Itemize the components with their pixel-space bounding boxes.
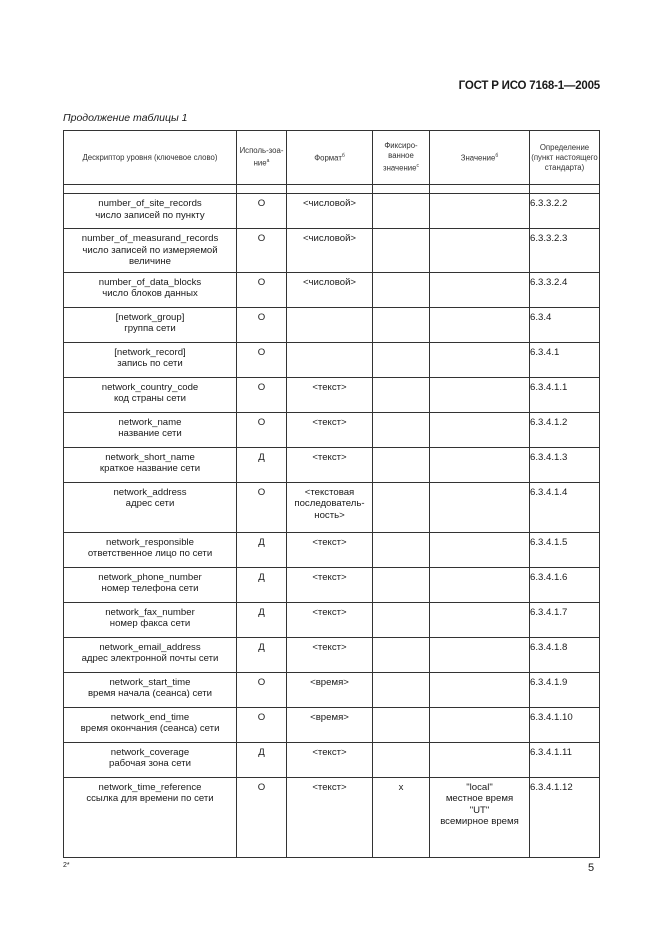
fixed-value-cell (373, 742, 430, 777)
value-line: всемирное время (440, 816, 519, 827)
usage-cell: Д (237, 532, 287, 567)
descriptor-cell (64, 412, 237, 447)
descriptor-keyword: network_email_address (99, 641, 201, 653)
format-cell: <время> (287, 672, 373, 707)
descriptor-cell (64, 194, 237, 229)
descriptor-cell (64, 637, 237, 672)
col-header-definition: Определение (пункт настоящего стандарта) (530, 131, 600, 185)
descriptor-translation: рабочая зона сети (109, 758, 191, 769)
fixed-value-cell (373, 602, 430, 637)
usage-cell: Д (237, 637, 287, 672)
value-cell (430, 272, 530, 307)
value-cell (430, 707, 530, 742)
value-cell (430, 342, 530, 377)
descriptor-keyword: network_start_time (109, 676, 191, 688)
table-row (64, 307, 600, 342)
usage-cell: О (237, 229, 287, 273)
format-cell: <текст> (287, 377, 373, 412)
descriptor-translation: краткое название сети (99, 463, 201, 474)
descriptor-translation: адрес электронной почты сети (81, 653, 219, 664)
definition-cell: 6.3.3.2.2 (530, 194, 600, 229)
table-row (64, 377, 600, 412)
footnote-mark: 2* (63, 862, 70, 869)
format-cell: <текст> (287, 447, 373, 482)
descriptor-cell (64, 742, 237, 777)
descriptor-cell (64, 272, 237, 307)
usage-cell: О (237, 194, 287, 229)
descriptor-translation: число записей по измеряемой величине (82, 244, 218, 267)
format-cell: <текст> (287, 532, 373, 567)
table-row (64, 194, 600, 229)
table-row (64, 567, 600, 602)
usage-cell: Д (237, 447, 287, 482)
value-cell (430, 532, 530, 567)
descriptor-keyword: network_short_name (105, 451, 195, 463)
value-cell (430, 482, 530, 532)
usage-cell: Д (237, 742, 287, 777)
table-row (64, 482, 600, 532)
format-cell: <текст> (287, 567, 373, 602)
descriptor-keyword: [network_group] (115, 311, 185, 323)
format-cell: <числовой> (287, 194, 373, 229)
value-cell (430, 412, 530, 447)
value-line: местное время (445, 793, 514, 804)
value-cell (430, 307, 530, 342)
fixed-value-cell (373, 342, 430, 377)
descriptor-keyword: network_responsible (106, 536, 194, 548)
usage-cell: Д (237, 567, 287, 602)
descriptor-keyword: network_fax_number (105, 606, 195, 618)
descriptor-cell (64, 482, 237, 532)
value-line: "UT" (469, 804, 490, 816)
format-cell: <числовой> (287, 229, 373, 273)
descriptor-translation: время начала (сеанса) сети (87, 688, 213, 699)
usage-cell: О (237, 377, 287, 412)
definition-cell: 6.3.4.1.4 (530, 482, 600, 532)
descriptor-cell (64, 602, 237, 637)
value-cell (430, 637, 530, 672)
format-cell: <текст> (287, 742, 373, 777)
fixed-value-cell (373, 707, 430, 742)
format-cell: <время> (287, 707, 373, 742)
table-body (64, 194, 600, 858)
fixed-value-cell: x (373, 777, 430, 857)
definition-cell: 6.3.4.1.3 (530, 447, 600, 482)
value-cell (430, 602, 530, 637)
usage-cell: О (237, 707, 287, 742)
table-row (64, 602, 600, 637)
descriptor-cell (64, 707, 237, 742)
descriptor-cell (64, 672, 237, 707)
descriptor-keyword: network_country_code (101, 381, 199, 393)
fixed-value-cell (373, 672, 430, 707)
fixed-value-cell (373, 637, 430, 672)
usage-cell: О (237, 777, 287, 857)
definition-cell: 6.3.4.1.1 (530, 377, 600, 412)
col-header-fixed: Фиксиро-ванное значение$^с$ (373, 131, 430, 185)
definition-cell: 6.3.4.1.8 (530, 637, 600, 672)
descriptor-translation: ссылка для времени по сети (86, 793, 214, 804)
format-cell: <текст> (287, 602, 373, 637)
descriptor-cell (64, 532, 237, 567)
usage-cell: О (237, 342, 287, 377)
descriptor-keyword: network_address (113, 486, 187, 498)
fixed-value-cell (373, 229, 430, 273)
descriptor-keyword: network_end_time (110, 711, 190, 723)
fixed-value-cell (373, 532, 430, 567)
table-row (64, 672, 600, 707)
descriptor-keyword: network_time_reference (98, 781, 202, 793)
table-caption: Продолжение таблицы 1 (63, 112, 188, 124)
col-header-value: Значение$^б$ (430, 131, 530, 185)
usage-cell: О (237, 412, 287, 447)
value-cell (430, 377, 530, 412)
definition-cell: 6.3.4.1.6 (530, 567, 600, 602)
fixed-value-cell (373, 377, 430, 412)
descriptor-translation: адрес сети (125, 498, 175, 509)
value-cell (430, 742, 530, 777)
table-row (64, 637, 600, 672)
table-row (64, 742, 600, 777)
definition-cell: 6.3.4.1.10 (530, 707, 600, 742)
definition-cell: 6.3.4.1 (530, 342, 600, 377)
descriptor-keyword: network_coverage (110, 746, 190, 758)
fixed-value-cell (373, 482, 430, 532)
descriptor-table (63, 130, 600, 858)
descriptor-cell (64, 307, 237, 342)
descriptor-translation: код страны сети (114, 393, 186, 404)
definition-cell: 6.3.3.2.4 (530, 272, 600, 307)
table-row (64, 707, 600, 742)
definition-cell: 6.3.3.2.3 (530, 229, 600, 273)
document-header: ГОСТ Р ИСО 7168-1—2005 (458, 80, 600, 92)
definition-cell: 6.3.4.1.7 (530, 602, 600, 637)
format-cell: <текст> (287, 637, 373, 672)
fixed-value-cell (373, 194, 430, 229)
format-cell: <текстовая последователь-ность> (287, 482, 373, 532)
value-cell (430, 229, 530, 273)
definition-cell: 6.3.4.1.5 (530, 532, 600, 567)
definition-cell: 6.3.4.1.9 (530, 672, 600, 707)
descriptor-keyword: network_name (118, 416, 182, 428)
definition-cell: 6.3.4.1.2 (530, 412, 600, 447)
definition-cell: 6.3.4.1.11 (530, 742, 600, 777)
col-header-format: Формат$^б$ (287, 131, 373, 185)
col-header-usage: Исполь-зоа-ние$^а$ (237, 131, 287, 185)
definition-cell: 6.3.4.1.12 (530, 777, 600, 857)
descriptor-cell (64, 377, 237, 412)
format-cell: <текст> (287, 412, 373, 447)
descriptor-keyword: number_of_measurand_records (81, 233, 219, 244)
descriptor-translation: номер факса сети (109, 618, 191, 629)
usage-cell: О (237, 672, 287, 707)
descriptor-cell (64, 229, 237, 273)
descriptor-translation: номер телефона сети (101, 583, 199, 594)
format-cell: <текст> (287, 777, 373, 857)
value-line: "local" (466, 781, 493, 793)
value-cell (430, 672, 530, 707)
value-cell (430, 567, 530, 602)
table-row (64, 412, 600, 447)
descriptor-translation: число блоков данных (102, 288, 198, 299)
table-row (64, 272, 600, 307)
descriptor-keyword: number_of_data_blocks (98, 276, 202, 288)
descriptor-cell (64, 447, 237, 482)
descriptor-cell (64, 567, 237, 602)
descriptor-translation: запись по сети (117, 358, 183, 369)
page-number: 5 (588, 862, 595, 874)
fixed-value-cell (373, 307, 430, 342)
format-cell (287, 342, 373, 377)
table-row (64, 229, 600, 273)
descriptor-translation: группа сети (124, 323, 176, 334)
descriptor-keyword: [network_record] (114, 346, 186, 358)
descriptor-translation: число записей по пункту (95, 209, 205, 221)
usage-cell: О (237, 272, 287, 307)
format-cell (287, 307, 373, 342)
descriptor-translation: время окончания (сеанса) сети (80, 723, 220, 734)
value-cell (430, 194, 530, 229)
descriptor-cell (64, 777, 237, 857)
usage-cell: О (237, 482, 287, 532)
fixed-value-cell (373, 567, 430, 602)
table-row (64, 342, 600, 377)
usage-cell: О (237, 307, 287, 342)
fixed-value-cell (373, 272, 430, 307)
col-header-descriptor: Дескриптор уровня (ключевое слово) (64, 131, 237, 185)
descriptor-translation: ответственное лицо по сети (87, 548, 213, 559)
usage-cell: Д (237, 602, 287, 637)
descriptor-cell (64, 342, 237, 377)
table-row (64, 532, 600, 567)
value-cell (430, 447, 530, 482)
fixed-value-cell (373, 447, 430, 482)
value-cell (430, 777, 530, 857)
descriptor-keyword: number_of_site_records (98, 198, 202, 209)
descriptor-translation: название сети (118, 428, 182, 439)
descriptor-keyword: network_phone_number (98, 571, 202, 583)
definition-cell: 6.3.4 (530, 307, 600, 342)
format-cell: <числовой> (287, 272, 373, 307)
table-row (64, 777, 600, 857)
table-row (64, 447, 600, 482)
fixed-value-cell (373, 412, 430, 447)
